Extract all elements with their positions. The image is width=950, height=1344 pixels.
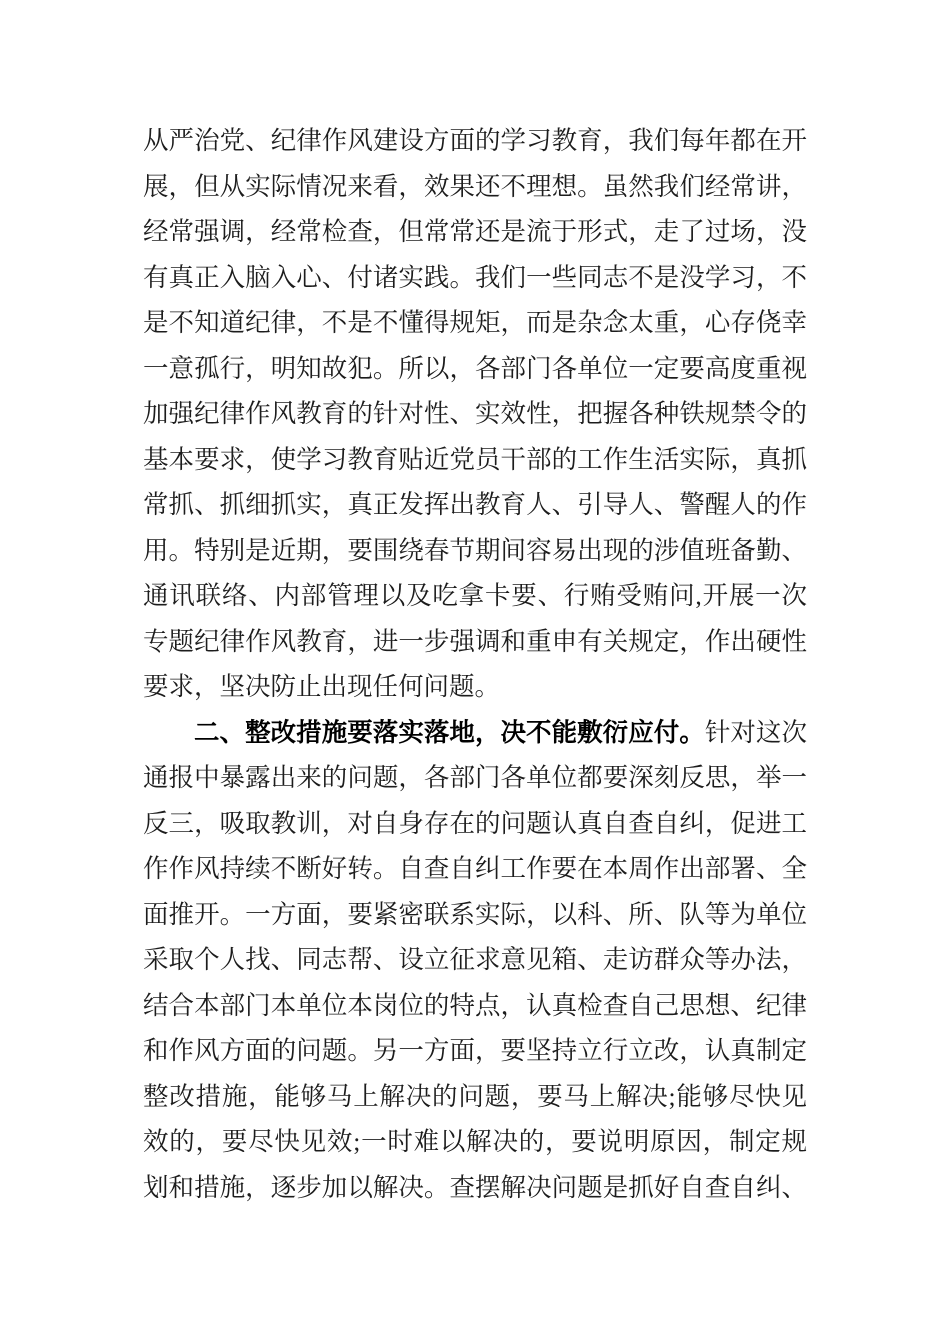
- text-line: 反三，吸取教训，对自身存在的问题认真自查自纠，促进工: [143, 808, 807, 838]
- text-block: [143, 118, 807, 1210]
- text-line: 要求，坚决防止出现任何问题。: [143, 672, 501, 701]
- text-line: 经常强调，经常检查，但常常还是流于形式，走了过场，没: [143, 217, 807, 246]
- text-line: 划和措施，逐步加以解决。查摆解决问题是抓好自查自纠、: [143, 1172, 807, 1202]
- text-line: 展，但从实际情况来看，效果还不理想。虽然我们经常讲，: [143, 171, 807, 201]
- text-line: 通报中暴露出来的问题，各部门各单位都要深刻反思，举一: [143, 763, 807, 792]
- text-line: 加强纪律作风教育的针对性、实效性，把握各种铁规禁令的: [143, 399, 807, 428]
- text-line: 基本要求，使学习教育贴近党员干部的工作生活实际，真抓: [143, 444, 807, 474]
- text-line: 有真正入脑入心、付诸实践。我们一些同志不是没学习，不: [143, 262, 807, 292]
- text-line: 结合本部门本单位本岗位的特点，认真检查自己思想、纪律: [143, 990, 807, 1020]
- section-heading: 二、整改措施要落实落地，决不能敷衍应付。: [194, 717, 705, 747]
- text-line: 作作风持续不断好转。自查自纠工作要在本周作出部署、全: [143, 854, 807, 883]
- paragraph-heading-line: [143, 710, 807, 756]
- text-line: 效的，要尽快见效;一时难以解决的，要说明原因，制定规: [143, 1127, 807, 1156]
- text-line: 通讯联络、内部管理以及吃拿卡要、行贿受贿问,开展一次: [143, 581, 807, 610]
- text-line: 用。特别是近期，要围绕春节期间容易出现的涉值班备勤、: [143, 535, 807, 565]
- text-line: 常抓、抓细抓实，真正发挥出教育人、引导人、警醒人的作: [143, 490, 807, 519]
- text-line: 采取个人找、同志帮、设立征求意见箱、走访群众等办法，: [143, 945, 807, 974]
- text-line: 是不知道纪律，不是不懂得规矩，而是杂念太重，心存侥幸: [143, 308, 807, 337]
- text-line: 面推开。一方面，要紧密联系实际，以科、所、队等为单位: [143, 899, 807, 929]
- text-line: 一意孤行，明知故犯。所以，各部门各单位一定要高度重视: [143, 353, 807, 383]
- text-line: 整改措施，能够马上解决的问题，要马上解决;能够尽快见: [143, 1081, 807, 1111]
- text-line: 从严治党、纪律作风建设方面的学习教育，我们每年都在开: [143, 126, 807, 155]
- text-line: 专题纪律作风教育，进一步强调和重申有关规定，作出硬性: [143, 626, 807, 656]
- text-line: 和作风方面的问题。另一方面，要坚持立行立改，认真制定: [143, 1036, 807, 1065]
- body-text: 针对这次: [704, 717, 807, 747]
